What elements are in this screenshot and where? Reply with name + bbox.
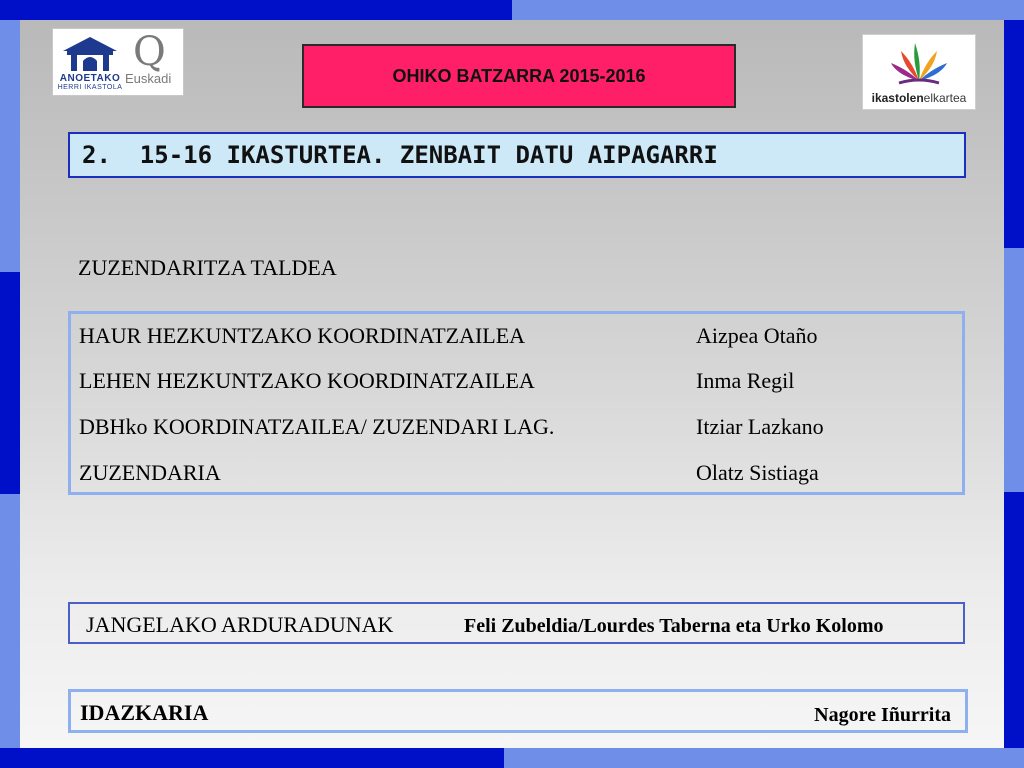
frame-left-light-top — [0, 20, 20, 272]
person-name: Inma Regil — [696, 368, 795, 393]
frame-top-dark — [0, 0, 512, 20]
logo-text-herri-ikastola: HERRI IKASTOLA — [57, 84, 123, 91]
person-name: Olatz Sistiaga — [696, 460, 819, 485]
anoeta-ikastola-logo — [52, 28, 184, 96]
logo-text-elkartea: elkartea — [923, 91, 967, 105]
flame-flower-icon — [885, 37, 953, 89]
secretary-label: IDAZKARIA — [80, 700, 209, 725]
secretary-name: Nagore Iñurrita — [814, 704, 951, 726]
frame-right-light — [1004, 248, 1024, 492]
table-row — [79, 414, 959, 444]
frame-right-dark-bottom — [1004, 492, 1024, 748]
logo-text-anoetako: ANOETAKO — [59, 73, 121, 84]
role-label: ZUZENDARIA — [79, 460, 221, 485]
table-row — [79, 323, 959, 353]
dining-managers-box — [68, 602, 965, 644]
logo-text-ikastolen-elkartea — [863, 91, 975, 105]
table-row — [79, 368, 959, 398]
management-table — [68, 311, 965, 495]
role-label: DBHko KOORDINATZAILEA/ ZUZENDARI LAG. — [79, 414, 555, 439]
ikastolen-elkartea-logo — [862, 34, 976, 110]
dining-label: JANGELAKO ARDURADUNAK — [86, 612, 394, 637]
secretary-box — [68, 689, 968, 733]
house-icon — [57, 33, 123, 73]
logo-text-euskadi: Euskadi — [125, 71, 172, 86]
dining-names: Feli Zubeldia/Lourdes Taberna eta Urko Kolomo — [464, 615, 884, 637]
management-heading: ZUZENDARITZA TALDEA — [78, 255, 337, 280]
frame-left-dark — [0, 272, 20, 494]
frame-top-light — [512, 0, 1024, 20]
section-title: 2. 15-16 IKASTURTEA. ZENBAIT DATU AIPAGARRI — [68, 132, 966, 178]
person-name: Aizpea Otaño — [696, 323, 818, 348]
frame-left-light-bottom — [0, 494, 20, 748]
quality-q-icon: Q — [133, 29, 166, 75]
person-name: Itziar Lazkano — [696, 414, 824, 439]
frame-bottom-light — [504, 748, 1024, 768]
table-row — [79, 460, 959, 490]
frame-bottom-dark — [0, 748, 504, 768]
frame-right-dark-top — [1004, 20, 1024, 248]
logo-text-ikastolen: ikastolen — [871, 91, 924, 105]
meeting-title: OHIKO BATZARRA 2015-2016 — [302, 44, 736, 108]
role-label: LEHEN HEZKUNTZAKO KOORDINATZAILEA — [79, 368, 535, 393]
role-label: HAUR HEZKUNTZAKO KOORDINATZAILEA — [79, 323, 526, 348]
